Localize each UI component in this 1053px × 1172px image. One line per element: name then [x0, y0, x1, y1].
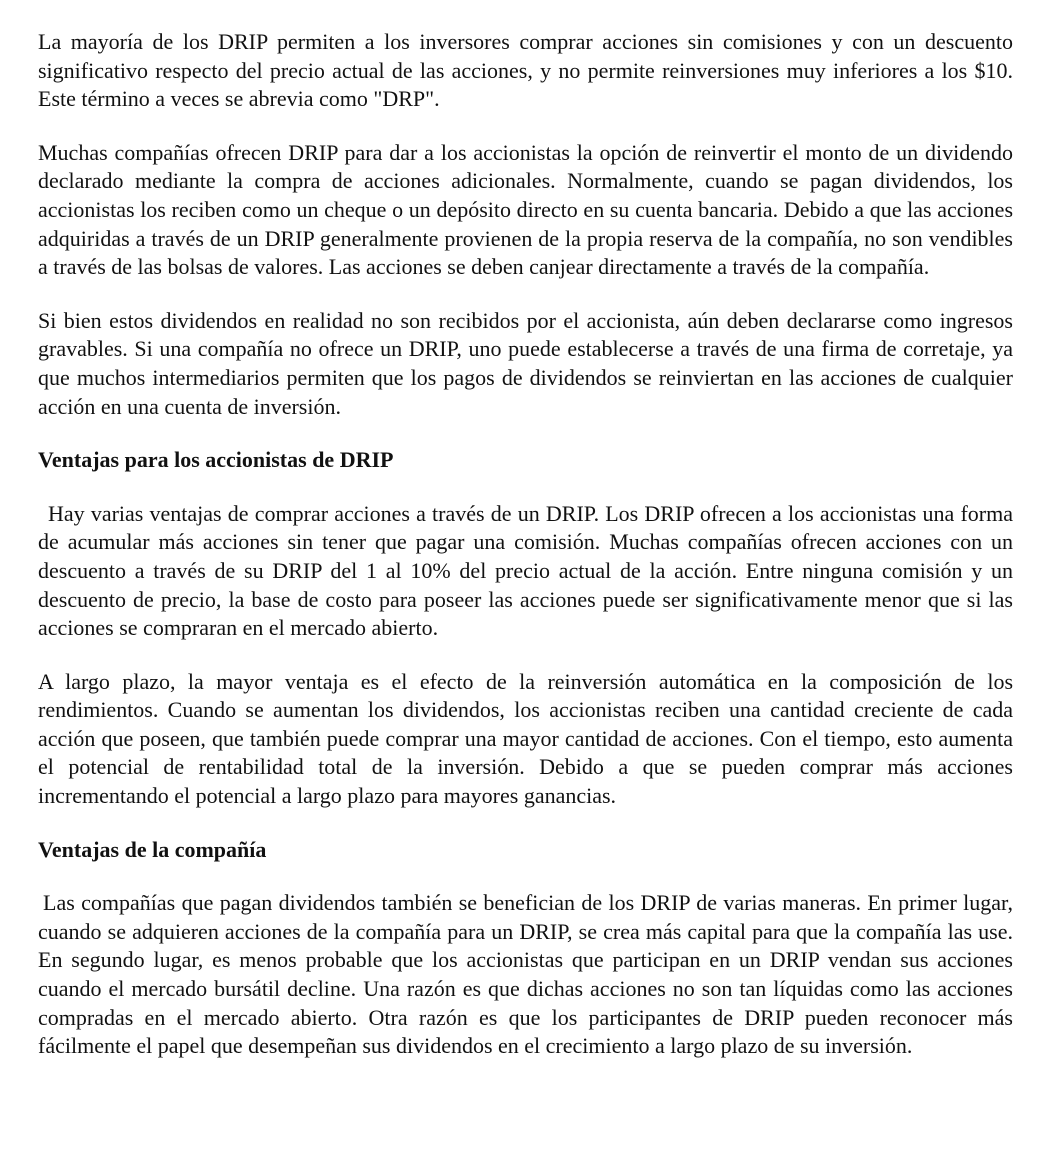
intro-paragraph-3: Si bien estos dividendos en realidad no son recibidos por el accionista, aún deben declararse como ingresos gravables. Si una compañía no ofrece un DRIP, uno puede establecerse a través de una firma de corretaje, ya que muchos intermediarios permiten que los pagos de dividendos se reinviertan en las acciones de cualquier acción en una cuenta de inversión. [38, 307, 1013, 419]
intro-paragraph-1: La mayoría de los DRIP permiten a los inversores comprar acciones sin comisiones y con un descuento significativo respecto del precio actual de las acciones, y no permite reinversiones muy inferiores a los $10. Este término a veces se abrevia como "DRP". [38, 29, 1013, 112]
shareholder-advantages-paragraph-1: Hay varias ventajas de comprar acciones a través de un DRIP. Los DRIP ofrecen a los accionistas una forma de acumular más acciones sin tener que pagar una comisión. Muchas compañías ofrecen acciones con un descuento a través de su DRIP del 1 al 10% del precio actual de la acción. Entre ninguna comisión y un descuento de precio, la base de costo para poseer las acciones puede ser significativamente menor que si las acciones se compraran en el mercado abierto. [38, 500, 1013, 641]
company-advantages-paragraph-1: Las compañías que pagan dividendos también se benefician de los DRIP de varias maneras. En primer lugar, cuando se adquieren acciones de la compañía para un DRIP, se crea más capital para que la compañía las use. En segundo lugar, es menos probable que los accionistas que participan en un DRIP vendan sus acciones cuando el mercado bursátil decline. Una razón es que dichas acciones no son tan líquidas como las acciones compradas en el mercado abierto. Otra razón es que los participantes de DRIP pueden reconocer más fácilmente el papel que desempeñan sus dividendos en el crecimiento a largo plazo de su inversión. [38, 890, 1013, 1059]
document-page [38, 28, 1013, 1086]
section-heading-shareholder-advantages: Ventajas para los accionistas de DRIP [38, 447, 394, 473]
section-heading-company-advantages: Ventajas de la compañía [38, 836, 267, 862]
intro-paragraph-2: Muchas compañías ofrecen DRIP para dar a los accionistas la opción de reinvertir el monto de un dividendo declarado mediante la compra de acciones adicionales. Normalmente, cuando se pagan dividendos, los accionistas los reciben como un cheque o un depósito directo en su cuenta bancaria. Debido a que las acciones adquiridas a través de un DRIP generalmente provienen de la propia reserva de la compañía, no son vendibles a través de las bolsas de valores. Las acciones se deben canjear directamente a través de la compañía. [38, 139, 1013, 280]
shareholder-advantages-paragraph-2: A largo plazo, la mayor ventaja es el efecto de la reinversión automática en la composición de los rendimientos. Cuando se aumentan los dividendos, los accionistas reciben una cantidad creciente de cada acción que poseen, que también puede comprar una mayor cantidad de acciones. Con el tiempo, esto aumenta el potencial de rentabilidad total de la inversión. Debido a que se pueden comprar más acciones incrementando el potencial a largo plazo para mayores ganancias. [38, 668, 1013, 809]
